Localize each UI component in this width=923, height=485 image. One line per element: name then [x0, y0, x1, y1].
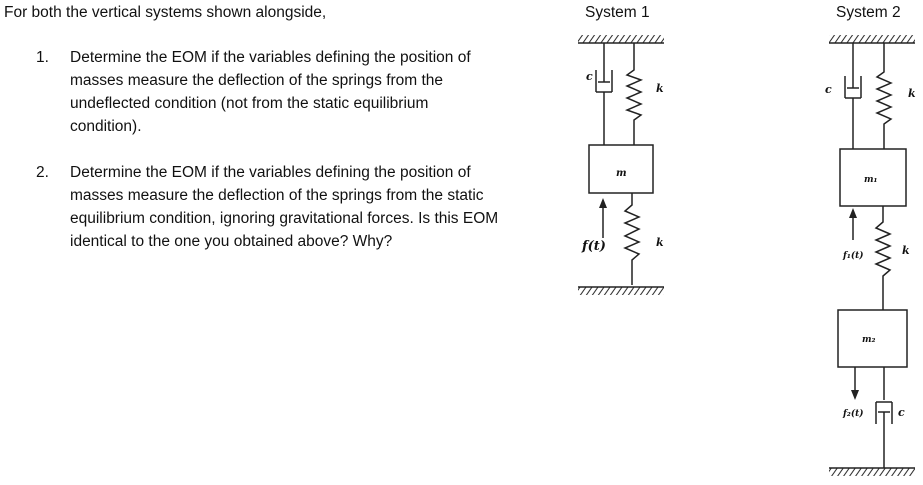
spring — [876, 206, 890, 310]
force-label-1: f₁(t) — [843, 251, 864, 261]
system-1-title: System 1 — [585, 4, 650, 21]
force-label-2: f₂(t) — [843, 409, 864, 419]
spring — [625, 193, 639, 285]
force-label: f(t) — [582, 239, 606, 254]
question-text: Determine the EOM if the variables defining the position of masses measure the deflection of the springs from the undeflected condition (not from the static equilibrium condition). — [70, 49, 471, 135]
damper — [845, 43, 861, 149]
damper-label: c — [898, 406, 905, 419]
damper-label: c — [586, 70, 593, 83]
spring-label: k — [902, 244, 910, 257]
force-arrow — [599, 198, 607, 238]
question-number: 1. — [36, 49, 49, 66]
mass-label: m — [616, 168, 627, 179]
force-arrow-1 — [849, 208, 857, 240]
damper-label: c — [825, 83, 832, 96]
floor-ground — [829, 468, 915, 476]
force-arrow-2 — [851, 367, 859, 400]
damper — [876, 367, 892, 468]
mass-label-2: m₂ — [862, 335, 876, 345]
spring-label: k — [908, 87, 916, 100]
ceiling-ground — [829, 35, 915, 43]
spring — [877, 43, 891, 149]
intro-text: For both the vertical systems shown alongside, — [4, 4, 327, 21]
damper — [596, 43, 612, 145]
spring-label: k — [656, 236, 664, 249]
floor-ground — [578, 287, 664, 295]
question-number: 2. — [36, 164, 49, 181]
spring — [627, 43, 641, 145]
mass-label-1: m₁ — [864, 175, 878, 185]
system-2-title: System 2 — [836, 4, 901, 21]
ceiling-ground — [578, 35, 664, 43]
spring-label: k — [656, 82, 664, 95]
question-text: Determine the EOM if the variables defining the position of masses measure the deflection of the springs from the static equilibrium condition, ignoring gravitational forces. Is this EOM identical to the one you obtained above? Why? — [70, 164, 499, 250]
